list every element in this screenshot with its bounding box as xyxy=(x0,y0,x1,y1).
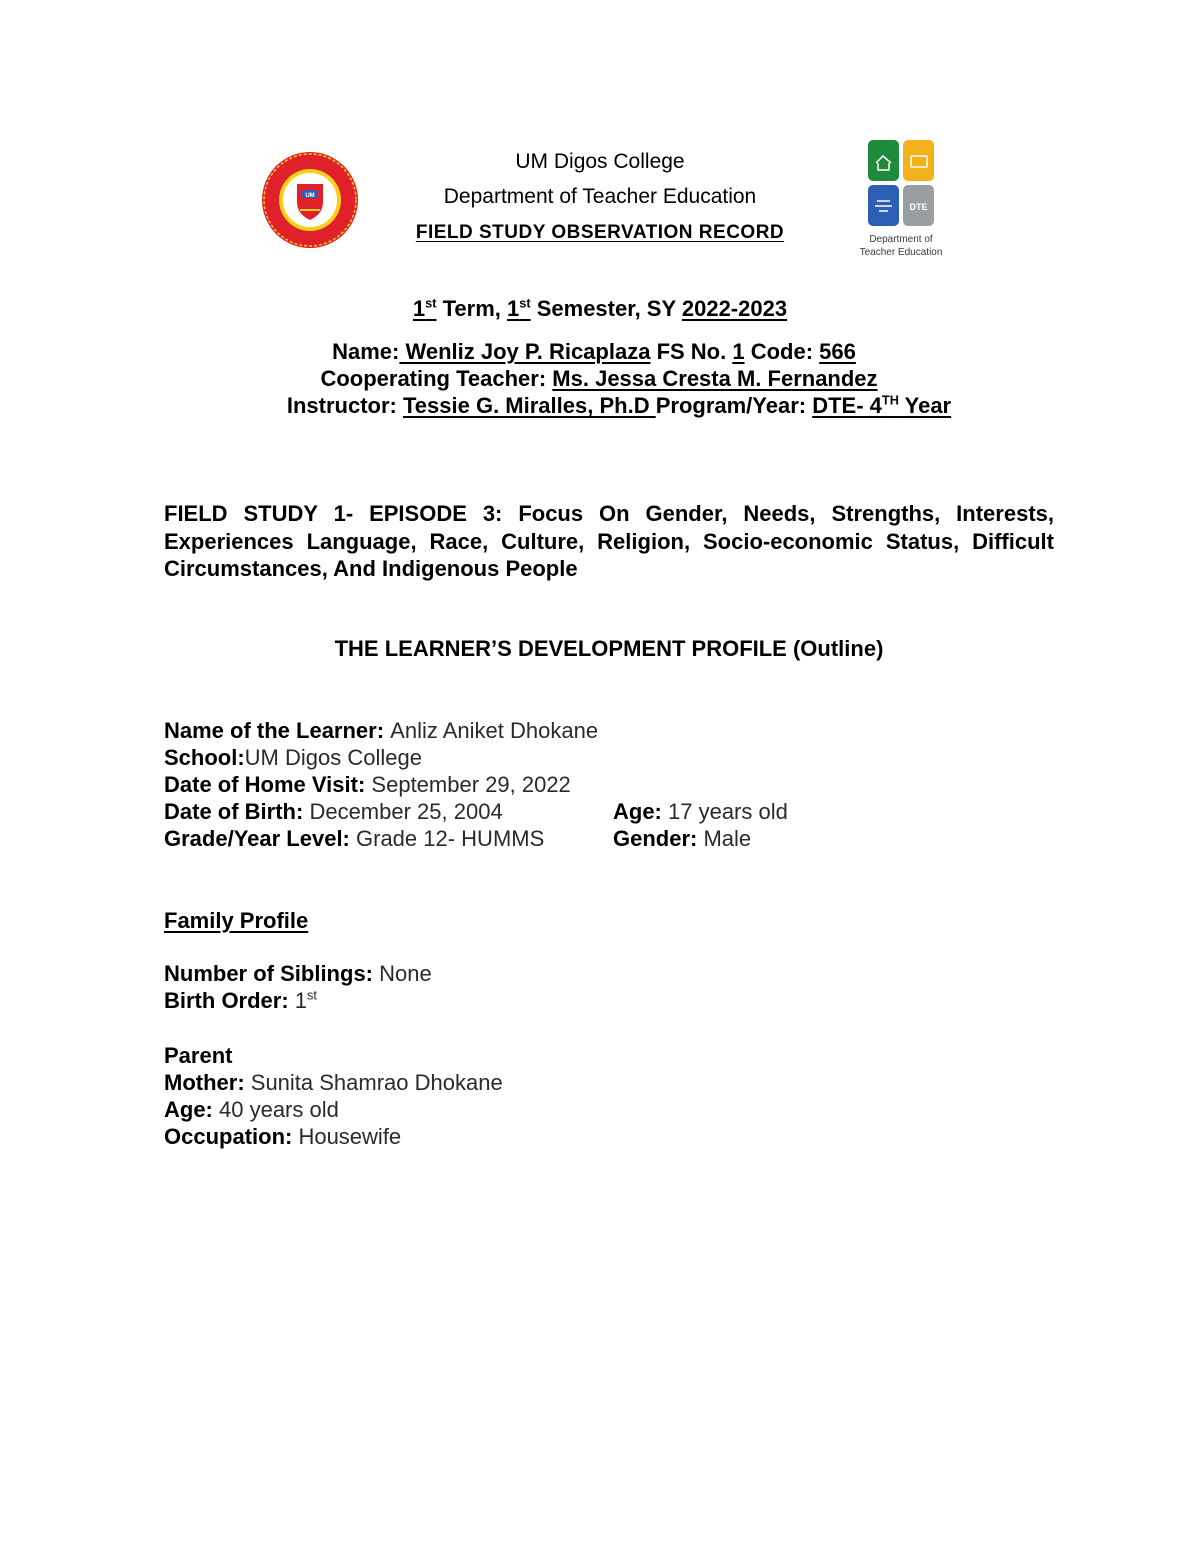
learner-name-value: Anliz Aniket Dhokane xyxy=(390,718,599,743)
birth-date-row xyxy=(164,798,503,825)
college-name: UM Digos College xyxy=(515,150,685,173)
home-visit-row xyxy=(164,771,571,798)
mother-value: Sunita Shamrao Dhokane xyxy=(250,1070,503,1095)
name-value: Wenliz Joy P. Ricaplaza xyxy=(399,339,651,364)
mother-label: Mother: xyxy=(164,1070,251,1095)
dte-caption-line-2: Teacher Education xyxy=(859,247,943,258)
age-value: 17 years old xyxy=(668,799,788,824)
episode-title: FIELD STUDY 1- EPISODE 3: Focus On Gender, Needs, Strengths, Interests, Experiences Language, Race, Culture, Religion, Socio-economic Status, Difficult Circumstances, And Indigenous People xyxy=(164,501,1054,581)
home-visit-label: Date of Home Visit: xyxy=(164,772,372,797)
school-row xyxy=(164,744,422,771)
name-label: Name: xyxy=(332,339,400,364)
family-profile-heading: Family Profile xyxy=(164,908,309,933)
siblings-value: None xyxy=(379,961,432,986)
age-label: Age: xyxy=(613,799,668,824)
semester-word: Semester, SY xyxy=(530,296,682,321)
age-row xyxy=(613,798,788,825)
learner-name-row xyxy=(164,717,598,744)
term-line xyxy=(0,296,1200,322)
home-visit-value: September 29, 2022 xyxy=(371,772,571,797)
mother-age-label: Age: xyxy=(164,1097,219,1122)
code-value: 566 xyxy=(819,339,856,364)
grade-row xyxy=(164,825,544,852)
gender-row xyxy=(613,825,751,852)
occupation-row xyxy=(164,1123,401,1150)
birth-order-row xyxy=(164,987,317,1014)
parent-heading: Parent xyxy=(164,1043,233,1068)
grade-label: Grade/Year Level: xyxy=(164,826,356,851)
profile-title: THE LEARNER’S DEVELOPMENT PROFILE (Outline) xyxy=(334,636,884,661)
mother-row xyxy=(164,1069,503,1096)
school-label: School: xyxy=(164,745,245,770)
birth-order-label: Birth Order: xyxy=(164,988,295,1013)
school-year: 2022-2023 xyxy=(681,296,788,321)
gender-value: Male xyxy=(703,826,752,851)
coop-label: Cooperating Teacher: xyxy=(320,366,553,391)
department-name: Department of Teacher Education xyxy=(443,185,757,208)
dte-badge-text: DTE xyxy=(909,202,928,212)
coop-value: Ms. Jessa Cresta M. Fernandez xyxy=(552,366,878,391)
um-digos-college-seal-logo xyxy=(260,150,360,250)
school-value: UM Digos College xyxy=(244,745,422,770)
fs-value: 1 xyxy=(732,339,745,364)
dte-department-logo xyxy=(850,138,950,263)
gender-label: Gender: xyxy=(613,826,704,851)
record-title: FIELD STUDY OBSERVATION RECORD xyxy=(415,222,785,243)
birth-order-value: 1st xyxy=(294,987,317,1013)
program-value: DTE- 4TH Year xyxy=(812,392,952,418)
term-word: Term, xyxy=(436,296,508,321)
instructor-label: Instructor: xyxy=(286,393,403,418)
program-label: Program/Year: xyxy=(655,393,813,418)
student-info-line xyxy=(0,339,1188,365)
birth-date-value: December 25, 2004 xyxy=(309,799,503,824)
siblings-row xyxy=(164,960,432,987)
instructor-line xyxy=(0,393,1200,419)
cooperating-teacher-line xyxy=(0,366,1198,392)
mother-age-row xyxy=(164,1096,339,1123)
term-number: 1st xyxy=(412,295,437,321)
occupation-label: Occupation: xyxy=(164,1124,299,1149)
semester-number: 1st xyxy=(507,295,531,321)
mother-age-value: 40 years old xyxy=(219,1097,339,1122)
occupation-value: Housewife xyxy=(298,1124,402,1149)
dte-caption-line-1: Department of xyxy=(869,234,933,245)
learner-name-label: Name of the Learner: xyxy=(164,718,391,743)
fs-label: FS No. xyxy=(650,339,733,364)
svg-text:UM: UM xyxy=(305,193,315,199)
instructor-value: Tessie G. Miralles, Ph.D xyxy=(403,393,656,418)
grade-value: Grade 12- HUMMS xyxy=(356,826,545,851)
code-label: Code: xyxy=(744,339,820,364)
siblings-label: Number of Siblings: xyxy=(164,961,380,986)
birth-date-label: Date of Birth: xyxy=(164,799,310,824)
